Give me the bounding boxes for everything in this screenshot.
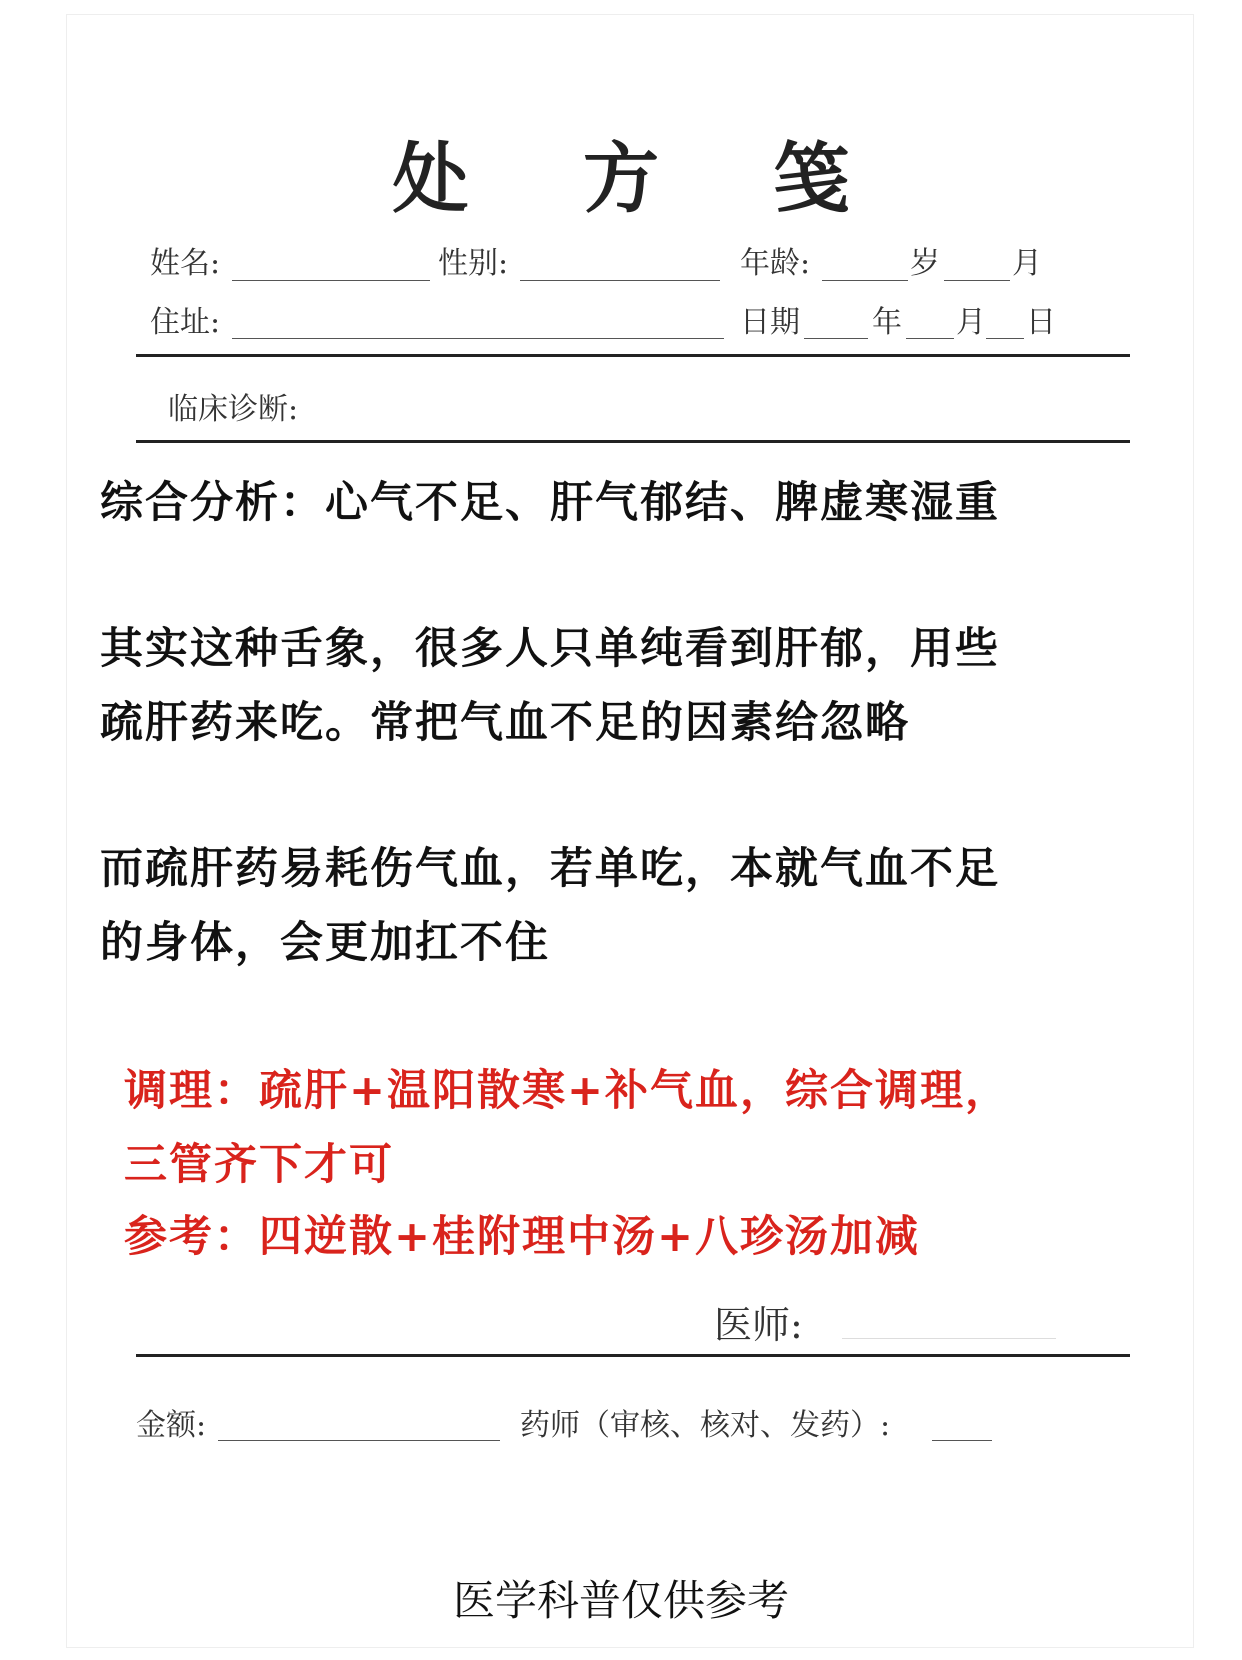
- doctor-signature-field[interactable]: [842, 1298, 1056, 1339]
- pharmacist-field[interactable]: [932, 1400, 992, 1441]
- gender-field[interactable]: [520, 240, 720, 281]
- date-label: 日期: [740, 305, 800, 340]
- age-months-field[interactable]: [944, 240, 1010, 281]
- gender-label: 性别:: [438, 246, 509, 281]
- reference-text: 参考：四逆散+桂附理中汤+八珍汤加减: [124, 1212, 921, 1262]
- footer-divider: [136, 1354, 1130, 1357]
- diagnosis-divider: [136, 440, 1130, 443]
- treatment-line-2: 三管齐下才可: [124, 1140, 394, 1190]
- age-year-unit: 岁: [910, 246, 940, 281]
- paragraph-2-line-2: 的身体，会更加扛不住: [100, 918, 550, 968]
- age-month-unit: 月: [1012, 246, 1042, 281]
- date-month-field[interactable]: [906, 298, 954, 339]
- paragraph-2-line-1: 而疏肝药易耗伤气血，若单吃，本就气血不足: [100, 844, 1000, 894]
- date-year-unit: 年: [872, 305, 902, 340]
- paragraph-1-line-2: 疏肝药来吃。常把气血不足的因素给忽略: [100, 698, 910, 748]
- address-label: 住址:: [150, 305, 221, 340]
- date-year-field[interactable]: [804, 298, 868, 339]
- paragraph-1-line-1: 其实这种舌象，很多人只单纯看到肝郁，用些: [100, 624, 1000, 674]
- amount-field[interactable]: [218, 1400, 500, 1441]
- name-field[interactable]: [232, 240, 430, 281]
- age-label: 年龄:: [740, 246, 811, 281]
- form-title: 处 方 笺: [392, 134, 894, 223]
- pharmacist-label: 药师（审核、核对、发药）:: [520, 1408, 891, 1443]
- diagnosis-label: 临床诊断:: [168, 392, 299, 427]
- header-divider: [136, 354, 1130, 357]
- treatment-line-1: 调理：疏肝+温阳散寒+补气血，综合调理，: [124, 1066, 1011, 1116]
- address-field[interactable]: [232, 298, 724, 339]
- disclaimer-text: 医学科普仅供参考: [452, 1576, 789, 1625]
- age-years-field[interactable]: [822, 240, 908, 281]
- date-day-field[interactable]: [986, 298, 1024, 339]
- name-label: 姓名:: [150, 246, 221, 281]
- date-month-unit: 月: [956, 305, 986, 340]
- amount-label: 金额:: [136, 1408, 207, 1443]
- doctor-label: 医师:: [714, 1303, 803, 1347]
- analysis-text: 综合分析：心气不足、肝气郁结、脾虚寒湿重: [100, 478, 1000, 528]
- date-day-unit: 日: [1026, 305, 1056, 340]
